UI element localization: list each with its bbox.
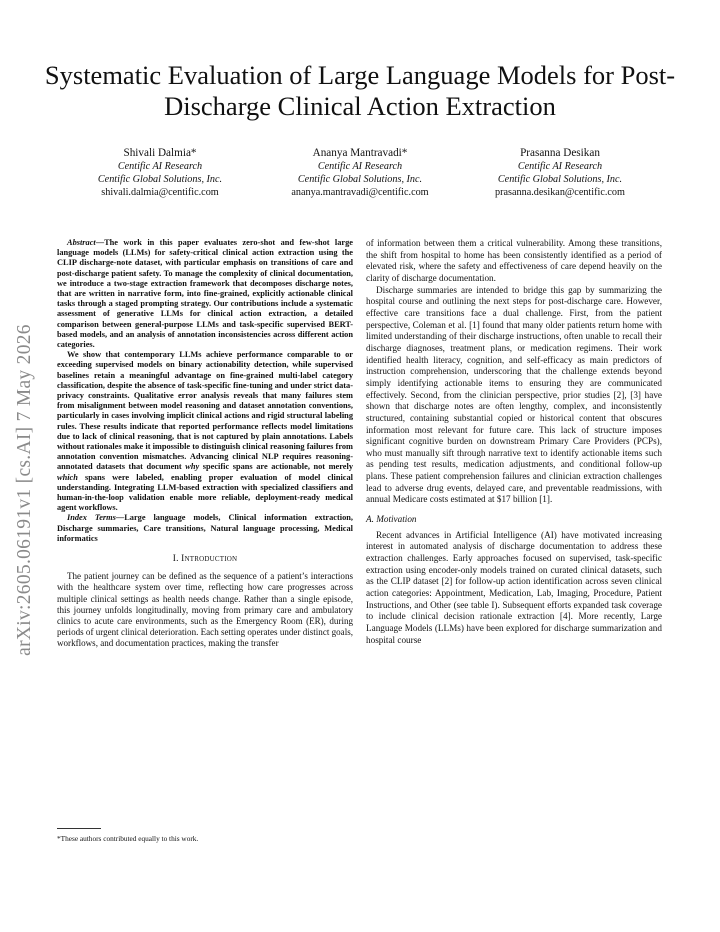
abstract-text-2a: We show that contemporary LLMs achieve performance comparable to or exceeding supervised models on binary actionability detection, while supervised baselines retain a meaningful advantage on fine-grained multi-label category classification, despite the absence of task-specific fine-tuning and under strict data-privacy constraints. Qualitative error analysis reveals that many failures stem from misalignment between model reasoning and dataset annotation conventions, particularly in cases involving implicit clinical actions and rigid structural labeling rules. These results indicate that reported performance reflects model limitations due to lack of clinical reasoning, that is not captured by plain annotations. Labels without rationales make it impossible to distinguish clinical reasoning failures from annotation convention mismatches. Advancing clinical NLP requires reasoning-annotated datasets that document bbox=[57, 350, 353, 472]
paper-title: Systematic Evaluation of Large Language Models for Post-Discharge Clinical Action Extraction bbox=[44, 60, 676, 121]
arxiv-sidebar-stamp bbox=[5, 290, 45, 690]
left-column bbox=[57, 238, 353, 649]
footnote: *These authors contributed equally to this work. bbox=[57, 834, 199, 843]
index-terms-text: Large language models, Clinical information extraction, Discharge summaries, Care transitions, Natural language processing, Medical informatics bbox=[57, 513, 353, 543]
author-2 bbox=[260, 147, 460, 199]
abstract-emphasis-why: why bbox=[185, 462, 200, 472]
author-organization: Centific Global Solutions, Inc. bbox=[297, 174, 423, 185]
abstract-paragraph-2 bbox=[57, 350, 353, 513]
author-affiliation: Centific AI Research bbox=[117, 161, 203, 172]
author-block bbox=[60, 147, 660, 199]
abstract-emphasis-which: which bbox=[57, 472, 78, 482]
abstract-text-2b: specific spans are actionable, not merely bbox=[202, 462, 353, 472]
section-heading bbox=[57, 554, 353, 565]
author-affiliation: Centific AI Research bbox=[317, 161, 403, 172]
right-column bbox=[366, 238, 662, 646]
author-email: shivali.dalmia@centific.com bbox=[101, 187, 219, 198]
author-email: ananya.mantravadi@centific.com bbox=[291, 187, 429, 198]
section-title: Introduction bbox=[181, 554, 238, 565]
author-email: prasanna.desikan@centific.com bbox=[495, 187, 625, 198]
subsection-heading: A. Motivation bbox=[366, 514, 417, 525]
author-name: Ananya Mantravadi* bbox=[312, 147, 408, 159]
intro-paragraph-3: Recent advances in Artificial Intelligence (AI) have motivated increasing interest in automated analysis of discharge documentation to address these extraction challenges. Early approaches focused on supervised, task-specific extraction using encoder-only models trained on curated clinical datasets, such as the CLIP dataset [2] for follow-up action identification across seven clinical action categories: Appointment, Medication, Lab, Imaging, Procedure, Patient Instructions, and Other (see table I). Subsequent efforts expanded task coverage to include clinical decision rationale extraction [4]. More recently, Large Language Models (LLMs) have been explored for discharge summarization and hospital course bbox=[366, 529, 662, 645]
index-terms-label: Index Terms bbox=[67, 513, 116, 523]
abstract-text-1: The work in this paper evaluates zero-shot and few-shot large language models (LLMs) for safety-critical clinical action extraction using the CLIP discharge-note dataset, with particular emphasis on transitions of care and post-discharge patient safety. To manage the complexity of clinical documentation, we introduce a two-stage extraction framework that decomposes discharge notes, that are written in narrative form, into fine-grained, explicitly actionable clinical tasks through a staged prompting strategy. Our contributions include a systematic assessment of generative LLMs for clinical action extraction, a detailed comparison between general-purpose LLMs and task-specific supervised BERT-based models, and an analysis of annotation inconsistencies across different action categories. bbox=[57, 238, 353, 350]
author-3 bbox=[460, 147, 660, 199]
footnote-rule bbox=[57, 828, 101, 829]
abstract bbox=[57, 238, 353, 544]
abstract-label: Abstract bbox=[67, 238, 96, 247]
author-organization: Centific Global Solutions, Inc. bbox=[97, 174, 223, 185]
author-name: Prasanna Desikan bbox=[520, 147, 600, 159]
intro-paragraph-1-continued: of information between them a critical vulnerability. Among these transitions, the shift from hospital to home has been consistently identified as a period of elevated risk, where the safety and effectiveness of care depend heavily on the clarity of discharge documentation. bbox=[366, 238, 662, 283]
intro-paragraph-2: Discharge summaries are intended to bridge this gap by summarizing the hospital course and outlining the next steps for post-discharge care. However, effective care transitions face a dual challenge. First, from the patient perspective, Coleman et al. [1] found that many older patients return home with limited understanding of their discharge instructions, often unable to recall their discharge diagnoses, treatment plans, or medication regimens. Their work identified health literacy, cognition, and self-efficacy as main predictors of instruction comprehension, underscoring that the challenge extends beyond simply identifying actionable items to ensuring they are communicated effectively. Second, from the clinician perspective, prior studies [2], [3] have shown that discharge notes are often lengthy, complex, and inconsistently structured, containing substantial copied or historical content that obscures information most relevant for future care. This lack of structure imposes significant cognitive burden on downstream Primary Care Providers (PCPs), who must manually sift through narrative text to identify actionable items such as pending test results, medication adjustments, and conditional follow-up plans. These patient comprehension failures and clinician extraction challenges lead to adverse drug events, delayed care, and preventable readmissions, with annual Medicare costs estimated at $17 billion [1]. bbox=[366, 284, 662, 505]
author-1 bbox=[60, 147, 260, 199]
arxiv-identifier: arXiv:2605.06191v1 [cs.AI] 7 May 2026 bbox=[14, 324, 35, 656]
section-number: I. bbox=[172, 554, 179, 565]
intro-paragraph-1: The patient journey can be defined as the sequence of a patient’s interactions with the healthcare system over time, reflecting how care progresses across multiple clinical settings as health needs change. Rather than a single episode, this journey unfolds longitudinally, moving from primary care and ambulatory clinics to acute care environments, such as the Emergency Room (ER), during periods of urgent clinical deterioration. Each setting operates under distinct goals, workflows, and documentation practices, making the transfer bbox=[57, 571, 353, 649]
author-affiliation: Centific AI Research bbox=[517, 161, 603, 172]
author-name: Shivali Dalmia* bbox=[123, 147, 197, 159]
abstract-text-2c: spans were labeled, enabling proper evaluation of model clinical understanding. Integrating LLM-based extraction with specialized classifiers and human-in-the-loop validation enable more reliable, deployment-ready medical agent workflows. bbox=[57, 472, 353, 513]
index-terms: Index Terms—Large language models, Clinical information extraction, Discharge summaries, Care transitions, Natural language processing, Medical informatics bbox=[57, 513, 353, 543]
intro-body-left bbox=[57, 571, 353, 649]
author-organization: Centific Global Solutions, Inc. bbox=[497, 174, 623, 185]
abstract-paragraph-1: Abstract—The work in this paper evaluates zero-shot and few-shot large language models (LLMs) for safety-critical clinical action extraction using the CLIP discharge-note dataset, with particular emphasis on transitions of care and post-discharge patient safety. To manage the complexity of clinical documentation, we introduce a two-stage extraction framework that decomposes discharge notes, that are written in narrative form, into fine-grained, explicitly actionable clinical tasks through a staged prompting strategy. Our contributions include a systematic assessment of generative LLMs for clinical action extraction, a detailed comparison between general-purpose LLMs and task-specific supervised BERT-based models, and an analysis of annotation inconsistencies across different action categories. bbox=[57, 238, 353, 350]
